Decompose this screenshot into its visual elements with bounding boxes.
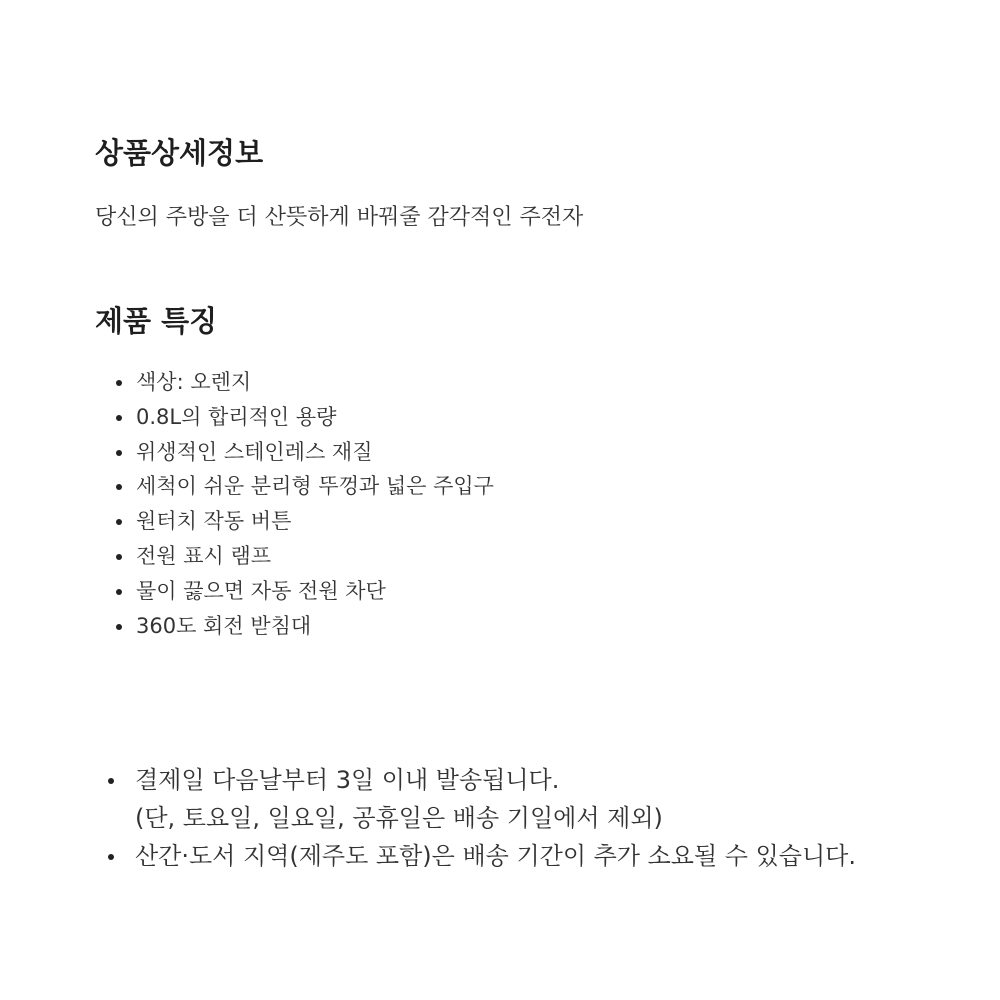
- shipping-notice-dispatch-text: 결제일 다음날부터 3일 이내 발송됩니다.: [135, 766, 560, 794]
- feature-item-lamp: 전원 표시 램프: [95, 539, 494, 574]
- shipping-notice-remote-area-text: 산간·도서 지역(제주도 포함)은 배송 기간이 추가 소요될 수 있습니다.: [135, 842, 856, 870]
- feature-item-capacity: 0.8L의 합리적인 용량: [95, 400, 494, 435]
- feature-item-lid: 세척이 쉬운 분리형 뚜껑과 넓은 주입구: [95, 469, 494, 504]
- feature-list: [95, 365, 494, 643]
- shipping-notice-remote-area: [107, 837, 856, 875]
- shipping-notice-list: [107, 761, 856, 875]
- feature-item-material: 위생적인 스테인레스 재질: [95, 435, 494, 470]
- features-title: 제품 특징: [95, 304, 218, 338]
- shipping-notice-dispatch: [107, 761, 856, 837]
- feature-item-auto-off: 물이 끓으면 자동 전원 차단: [95, 574, 494, 609]
- feature-item-color: 색상: 오렌지: [95, 365, 494, 400]
- product-detail-title: 상품상세정보: [95, 136, 264, 170]
- feature-item-base: 360도 회전 받침대: [95, 609, 494, 644]
- shipping-notice-exception-text: (단, 토요일, 일요일, 공휴일은 배송 기일에서 제외): [135, 804, 663, 832]
- product-intro-text: 당신의 주방을 더 산뜻하게 바꿔줄 감각적인 주전자: [95, 205, 584, 230]
- feature-item-button: 원터치 작동 버튼: [95, 504, 494, 539]
